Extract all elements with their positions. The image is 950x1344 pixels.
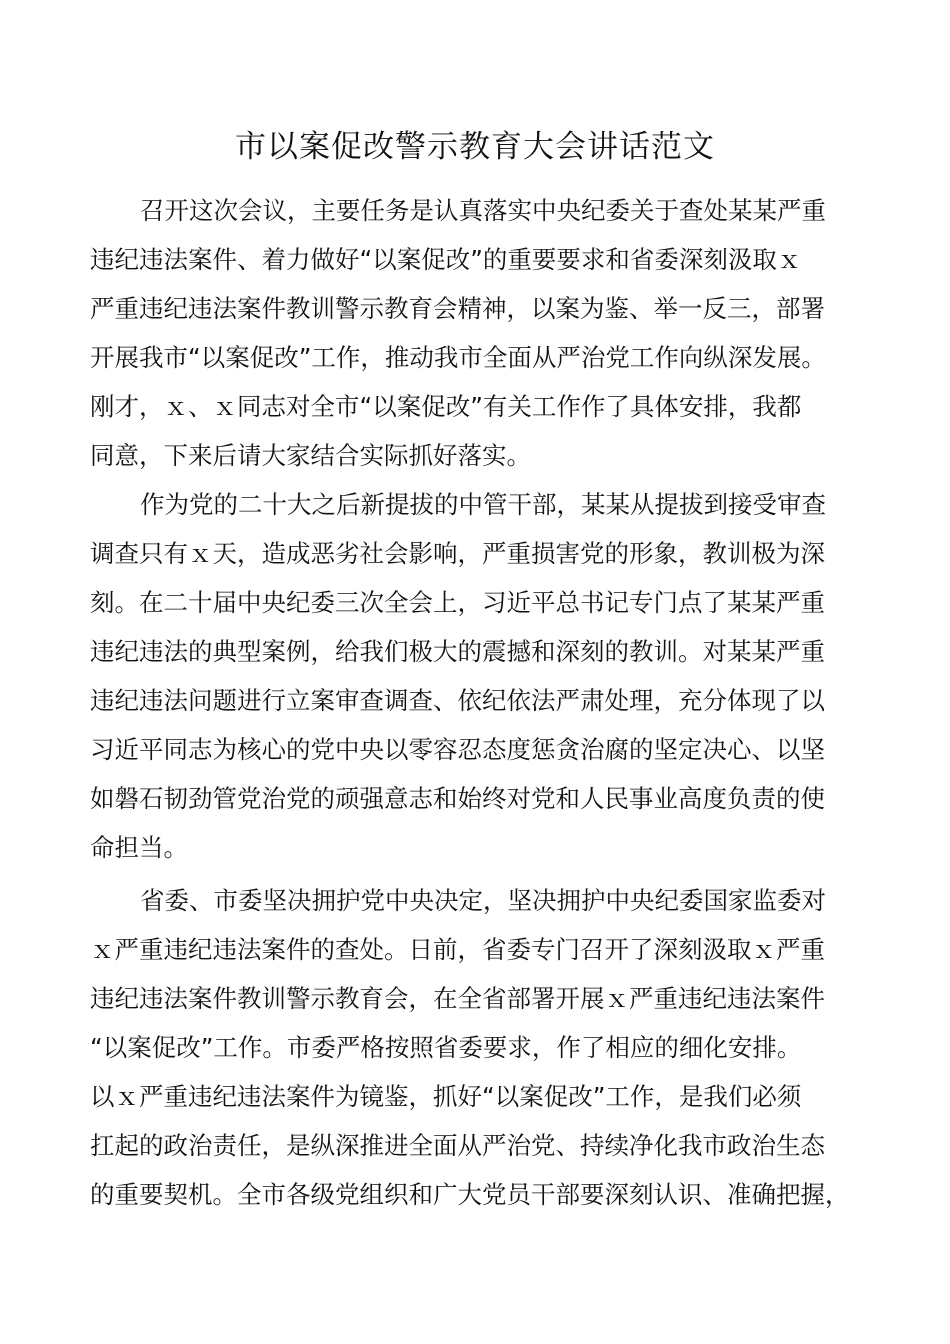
- text-line: 同意，下来后请大家结合实际抓好落实。: [90, 441, 531, 470]
- text-line: 的重要契机。全市各级党组织和广大党员干部要深刻认识、准确把握，: [90, 1180, 850, 1209]
- text-line: 违纪违法问题进行立案审查调查、依纪依法严肃处理，充分体现了以: [90, 686, 825, 715]
- text-line: 召开这次会议，主要任务是认真落实中央纪委关于查处某某严重: [140, 196, 826, 225]
- text-line: 如磐石韧劲管党治党的顽强意志和始终对党和人民事业高度负责的使: [90, 784, 825, 813]
- text-line: 以ｘ严重违纪违法案件为镜鉴，抓好“以案促改”工作，是我们必须: [90, 1082, 802, 1111]
- text-line: 扛起的政治责任，是纵深推进全面从严治党、持续净化我市政治生态: [90, 1131, 825, 1160]
- text-line: 命担当。: [90, 833, 188, 862]
- text-line: 刻。在二十届中央纪委三次全会上，习近平总书记专门点了某某严重: [90, 588, 825, 617]
- document-title: 市以案促改警示教育大会讲话范文: [235, 129, 715, 165]
- text-line: “以案促改”工作。市委严格按照省委要求，作了相应的细化安排。: [90, 1033, 802, 1062]
- text-line: ｘ严重违纪违法案件的查处。日前，省委专门召开了深刻汲取ｘ严重: [90, 935, 825, 964]
- text-line: 违纪违法案件教训警示教育会，在全省部署开展ｘ严重违纪违法案件: [90, 984, 825, 1013]
- text-line: 违纪违法案件、着力做好“以案促改”的重要要求和省委深刻汲取ｘ: [90, 245, 802, 274]
- text-line: 开展我市“以案促改”工作，推动我市全面从严治党工作向纵深发展。: [90, 343, 826, 372]
- text-line: 刚才，ｘ、ｘ同志对全市“以案促改”有关工作作了具体安排，我都: [90, 392, 802, 421]
- text-line: 作为党的二十大之后新提拔的中管干部，某某从提拔到接受审查: [140, 490, 826, 519]
- text-line: 严重违纪违法案件教训警示教育会精神，以案为鉴、举一反三，部署: [90, 294, 825, 323]
- text-line: 习近平同志为核心的党中央以零容忍态度惩贪治腐的坚定决心、以坚: [90, 735, 825, 764]
- text-line: 调查只有ｘ天，造成恶劣社会影响，严重损害党的形象，教训极为深: [90, 539, 825, 568]
- text-line: 省委、市委坚决拥护党中央决定，坚决拥护中央纪委国家监委对: [140, 886, 826, 915]
- text-line: 违纪违法的典型案例，给我们极大的震撼和深刻的教训。对某某严重: [90, 637, 825, 666]
